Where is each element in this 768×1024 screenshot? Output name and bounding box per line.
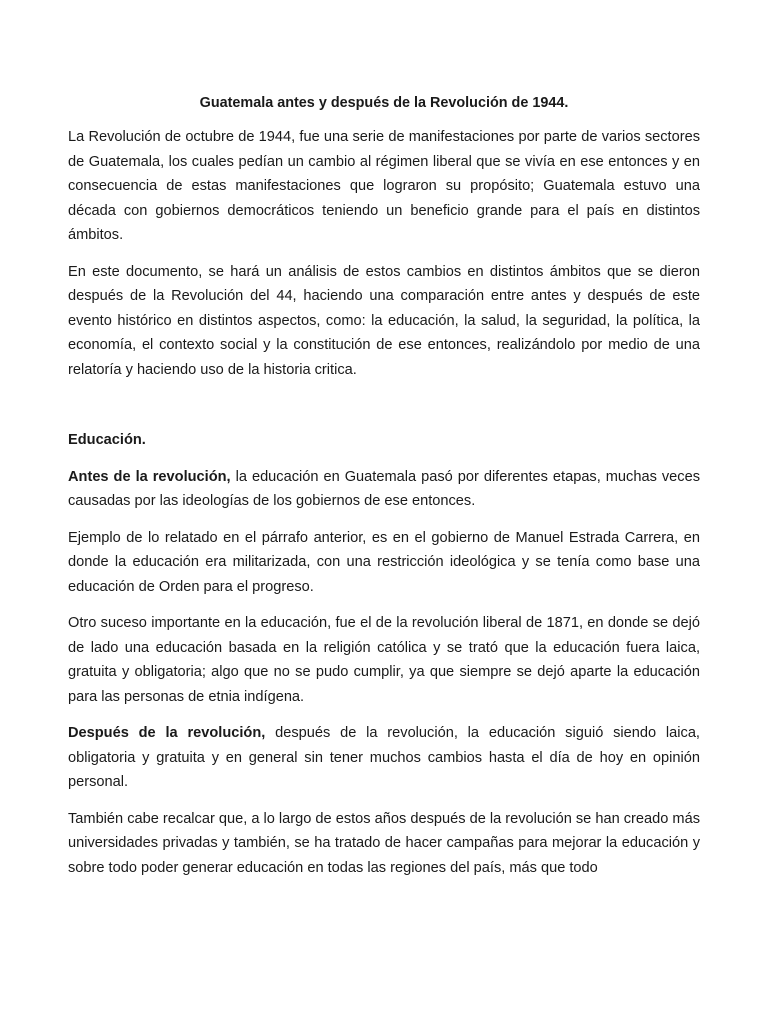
before-revolution-lead: Antes de la revolución,	[68, 468, 231, 485]
section-heading-education: Educación.	[68, 432, 146, 448]
document-page	[68, 92, 700, 892]
education-before-paragraph	[68, 465, 700, 514]
intro-paragraph-2: En este documento, se hará un análisis de estos cambios en distintos ámbitos que se dieron después de la Revolución del 44, haciendo una comparación entre antes y después de este evento histórico en distintos aspectos, como: la educación, la salud, la seguridad, la política, la economía, el contexto social y la constitución de ese entonces, realizándolo por medio de una relatoría y haciendo uso de la historia critica.	[68, 263, 700, 378]
education-paragraph-3: Otro suceso importante en la educación, fue el de la revolución liberal de 1871, en donde se dejó de lado una educación basada en la religión católica y se trató que la educación fuera laica, gratuita y obligatoria; algo que no se pudo cumplir, ya que siempre se dejó aparte la educación para las personas de etnia indígena.	[68, 615, 700, 705]
education-paragraph-2: Ejemplo de lo relatado en el párrafo anterior, es en el gobierno de Manuel Estrada Carrera, en donde la educación era militarizada, con una restricción ideológica y se tenía como base una educación de Orden para el progreso.	[68, 529, 700, 595]
after-revolution-text: después de la revolución, la educación siguió siendo laica, obligatoria y gratuita y en general sin tener muchos cambios hasta el día de hoy en opinión personal.	[68, 725, 700, 790]
before-revolution-text: la educación en Guatemala pasó por diferentes etapas, muchas veces causadas por las ideologías de los gobiernos de ese entonces.	[68, 468, 700, 509]
education-after-paragraph	[68, 721, 700, 795]
after-revolution-lead: Después de la revolución,	[68, 725, 266, 741]
education-paragraph-5: También cabe recalcar que, a lo largo de estos años después de la revolución se han creado más universidades privadas y también, se ha tratado de hacer campañas para mejorar la educación y sobre todo poder generar educación en todas las regiones del país, más que todo	[68, 810, 700, 876]
section-spacer	[68, 394, 700, 428]
document-title: Guatemala antes y después de la Revolución de 1944.	[199, 95, 569, 111]
intro-paragraph-1: La Revolución de octubre de 1944, fue una serie de manifestaciones por parte de varios sectores de Guatemala, los cuales pedían un cambio al régimen liberal que se vivía en ese entonces y en consecuencia de estas manifestaciones que lograron su propósito; Guatemala estuvo una década con gobiernos democráticos teniendo un beneficio grande para el país en distintos ámbitos.	[68, 129, 700, 243]
